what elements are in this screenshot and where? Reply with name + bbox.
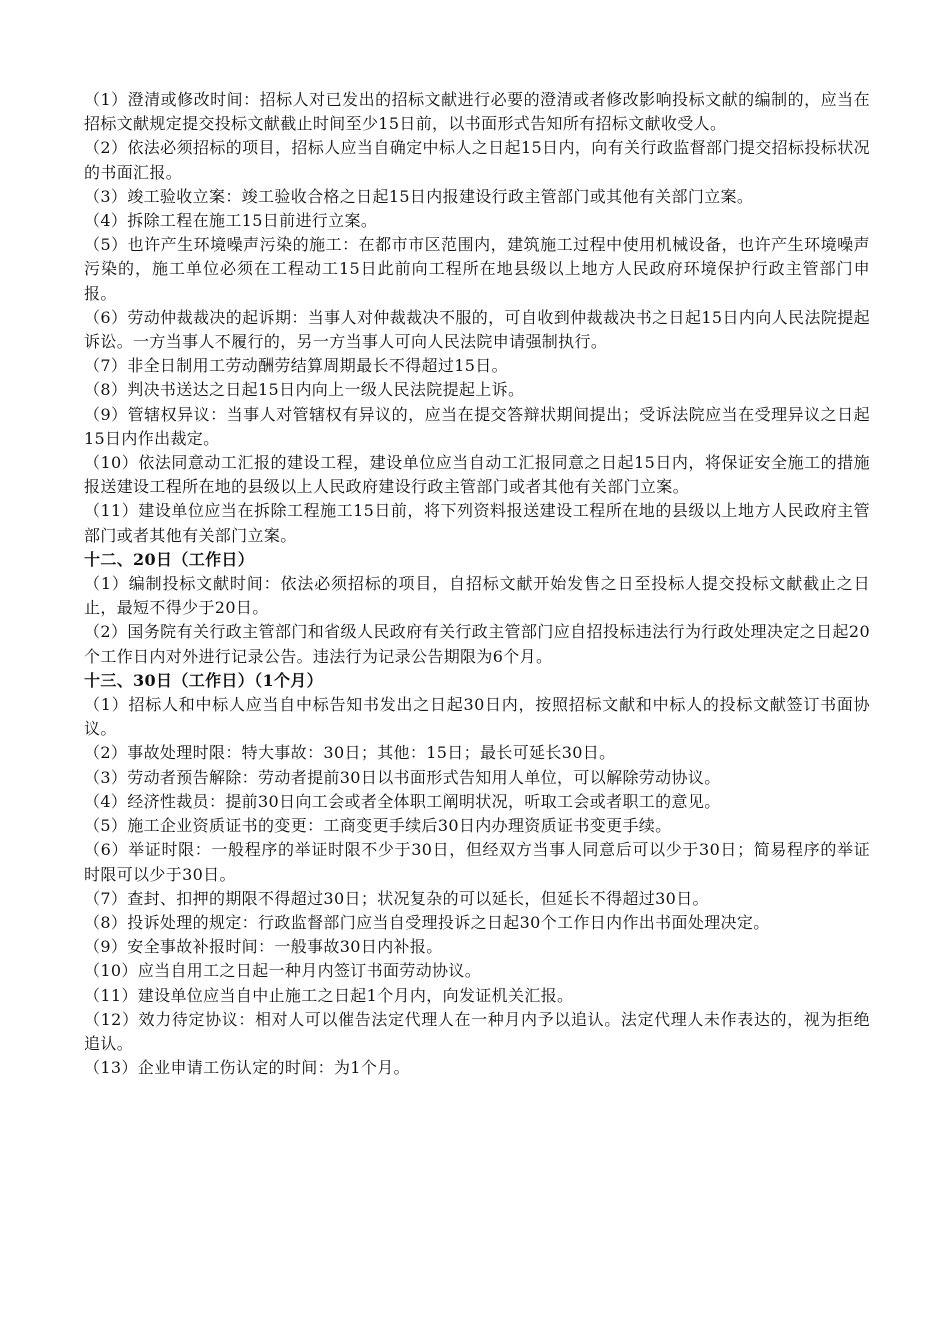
section-heading-30-days: 十三、30日（工作日）（1个月）	[84, 670, 323, 690]
paragraph-30-days-1: （1）招标人和中标人应当自中标告知书发出之日起30日内，按照招标文献和中标人的投标文献签订书面协议。	[84, 695, 870, 739]
paragraph-20-days-2: （2）国务院有关行政主管部门和省级人民政府有关行政主管部门应自招投标违法行为行政处理决定之日起20个工作日内对外进行记录公告。违法行为记录公告期限为6个月。	[84, 622, 870, 666]
paragraph-30-days-3: （3）劳动者预告解除：劳动者提前30日以书面形式告知用人单位，可以解除劳动协议。	[84, 767, 721, 787]
paragraph-15-days-7: （7）非全日制用工劳动酬劳结算周期最长不得超过15日。	[84, 356, 508, 376]
paragraph-15-days-4: （4）拆除工程在施工15日前进行立案。	[84, 211, 378, 231]
section-heading-20-days: 十二、20日（工作日）	[84, 549, 255, 569]
paragraph-30-days-11: （11）建设单位应当自中止施工之日起1个月内，向发证机关汇报。	[84, 985, 574, 1005]
paragraph-15-days-9: （9）管辖权异议：当事人对管辖权有异议的，应当在提交答辩状期间提出；受诉法院应当在受理异议之日起15日内作出裁定。	[84, 404, 870, 448]
paragraph-30-days-7: （7）查封、扣押的期限不得超过30日；状况复杂的可以延长，但延长不得超过30日。	[84, 888, 709, 908]
paragraph-15-days-8: （8）判决书送达之日起15日内向上一级人民法院提起上诉。	[84, 380, 525, 400]
paragraph-30-days-9: （9）安全事故补报时间：一般事故30日内补报。	[84, 937, 443, 957]
paragraph-15-days-1: （1）澄清或修改时间：招标人对已发出的招标文献进行必要的澄清或者修改影响投标文献的编制的，应当在招标文献规定提交投标文献截止时间至少15日前，以书面形式告知所有招标文献收受人。	[84, 90, 870, 134]
paragraph-30-days-4: （4）经济性裁员：提前30日向工会或者全体职工阐明状况，听取工会或者职工的意见。	[84, 791, 721, 811]
paragraph-30-days-2: （2）事故处理时限：特大事故：30日；其他：15日；最长可延长30日。	[84, 743, 616, 763]
paragraph-30-days-13: （13）企业申请工伤认定的时间：为1个月。	[84, 1058, 410, 1078]
paragraph-15-days-5: （5）也许产生环境噪声污染的施工：在都市市区范围内，建筑施工过程中使用机械设备，也许产生环境噪声污染的，施工单位必须在工程动工15日此前向工程所在地县级以上地方人民政府环境保护行政主管部门申报。	[84, 235, 870, 303]
paragraph-30-days-5: （5）施工企业资质证书的变更：工商变更手续后30日内办理资质证书变更手续。	[84, 816, 672, 836]
document-page	[84, 88, 870, 1080]
paragraph-30-days-6: （6）举证时限：一般程序的举证时限不少于30日，但经双方当事人同意后可以少于30日；简易程序的举证时限可以少于30日。	[84, 840, 870, 884]
paragraph-15-days-11: （11）建设单位应当在拆除工程施工15日前，将下列资料报送建设工程所在地的县级以上地方人民政府主管部门或者其他有关部门立案。	[84, 501, 870, 545]
paragraph-15-days-10: （10）依法同意动工汇报的建设工程，建设单位应当自动工汇报同意之日起15日内，将保证安全施工的措施报送建设工程所在地的县级以上人民政府建设行政主管部门或者其他有关部门立案。	[84, 453, 870, 497]
paragraph-15-days-6: （6）劳动仲裁裁决的起诉期：当事人对仲裁裁决不服的，可自收到仲裁裁决书之日起15日内向人民法院提起诉讼。一方当事人不履行的，另一方当事人可向人民法院申请强制执行。	[84, 307, 870, 352]
paragraph-30-days-8: （8）投诉处理的规定：行政监督部门应当自受理投诉之日起30个工作日内作出书面处理决定。	[84, 912, 770, 932]
paragraph-15-days-3: （3）竣工验收立案：竣工验收合格之日起15日内报建设行政主管部门或其他有关部门立案。	[84, 186, 754, 206]
paragraph-30-days-12: （12）效力待定协议：相对人可以催告法定代理人在一种月内予以追认。法定代理人未作表达的，视为拒绝追认。	[84, 1009, 870, 1053]
paragraph-15-days-2: （2）依法必须招标的项目，招标人应当自确定中标人之日起15日内，向有关行政监督部门提交招标投标状况的书面汇报。	[84, 138, 870, 182]
paragraph-20-days-1: （1）编制投标文献时间：依法必须招标的项目，自招标文献开始发售之日至投标人提交投标文献截止之日止，最短不得少于20日。	[84, 574, 870, 618]
paragraph-30-days-10: （10）应当自用工之日起一种月内签订书面劳动协议。	[84, 961, 482, 981]
